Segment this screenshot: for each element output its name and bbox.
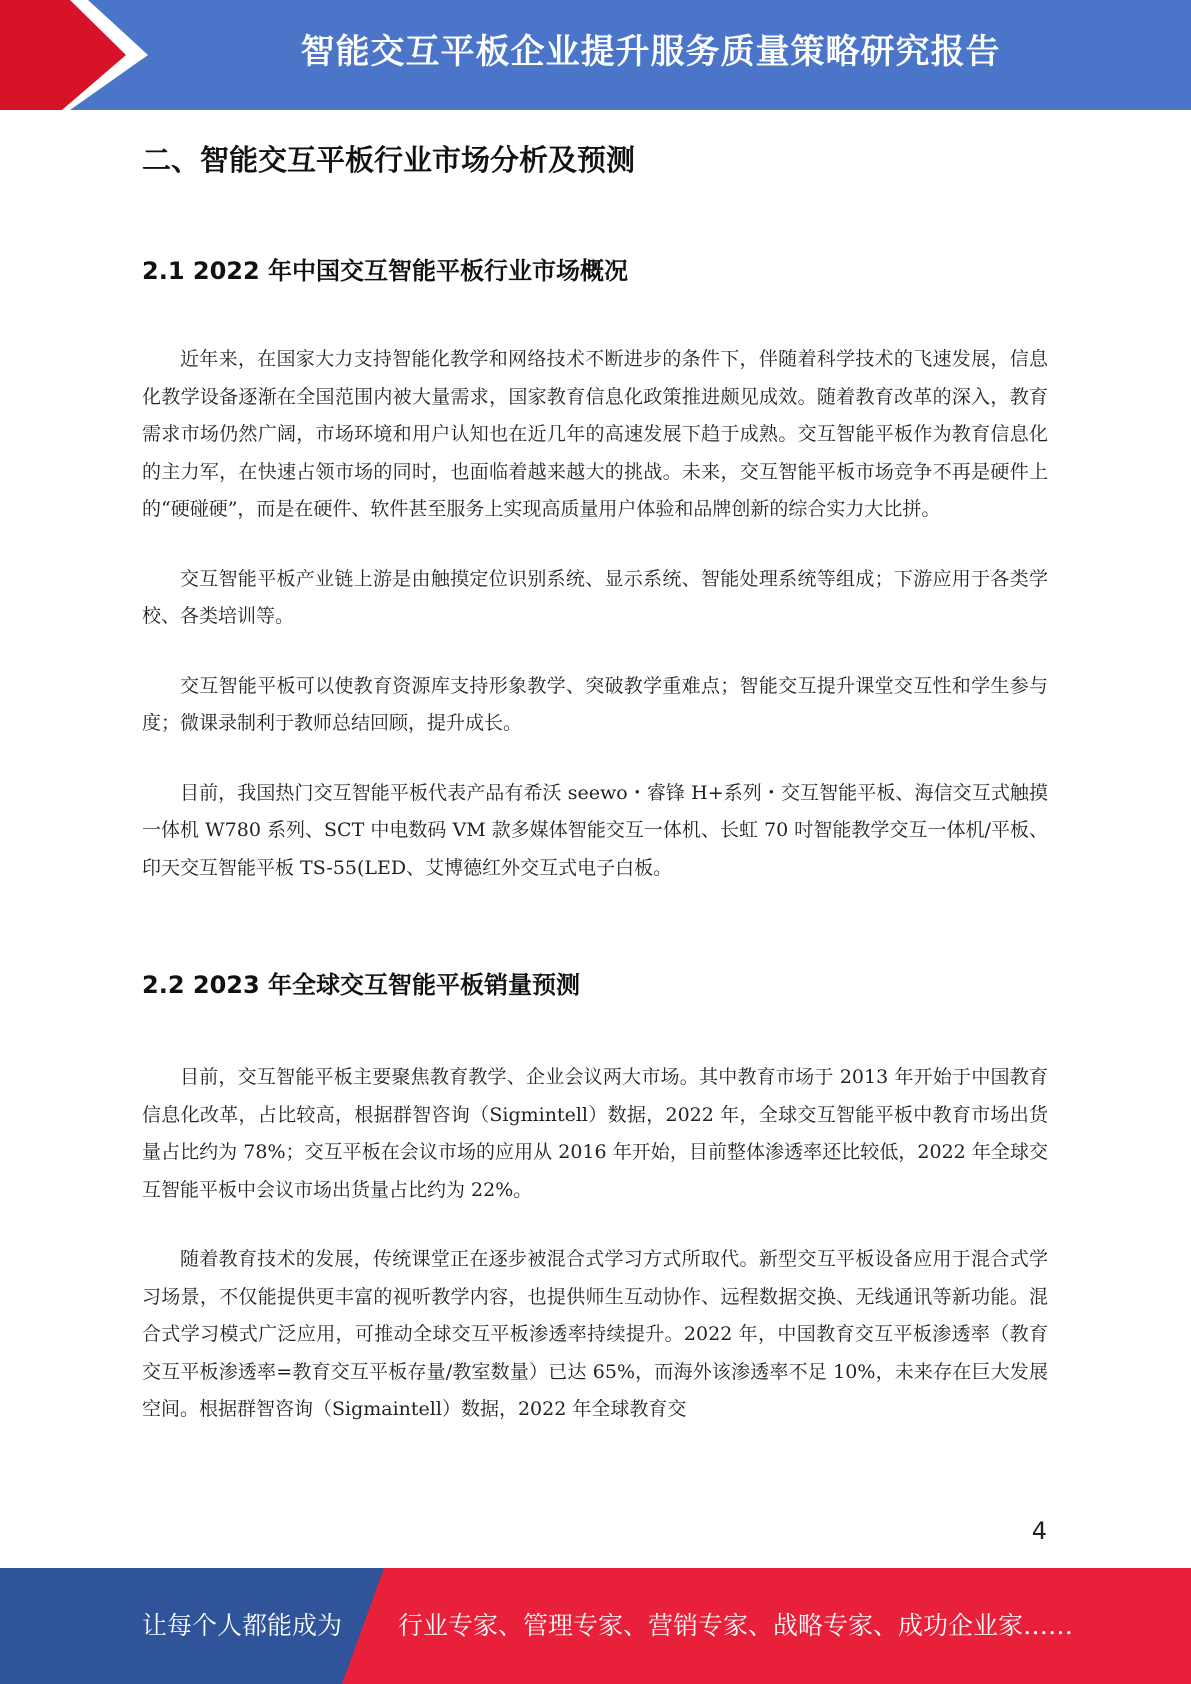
footer-slogan-right: 行业专家、管理专家、营销专家、战略专家、成功企业家…… xyxy=(398,1611,1074,1640)
paragraph: 随着教育技术的发展，传统课堂正在逐步被混合式学习方式所取代。新型交互平板设备应用于混合式学习场景，不仅能提供更丰富的视听教学内容，也提供师生互动协作、远程数据交换、无线通讯等新功能。混合式学习模式广泛应用，可推动全球交互平板渗透率持续提升。2022 年，中国教育交互平板渗透率（教育交互平板渗透率=教育交互平板存量/教室数量）已达 65%，而海外该渗透率不足 10%，未来存在巨大发展空间。根据群智咨询（Sigmaintell）数据，2022 年全球教育交 xyxy=(142,1248,1048,1420)
paragraph: 目前，我国热门交互智能平板代表产品有希沃 seewo・睿锋 H+系列・交互智能平板、海信交互式触摸一体机 W780 系列、SCT 中电数码 VM 款多媒体智能交互一体机、长虹 70 吋智能教学交互一体机/平板、印天交互智能平板 TS-55(LED、艾博德红外交互式电子白板。 xyxy=(142,781,1048,879)
header-arrow-decoration xyxy=(0,0,150,110)
section-title: 2.2 2023 年全球交互智能平板销量预测 xyxy=(142,971,581,999)
footer-slogan-left: 让每个人都能成为 xyxy=(142,1611,343,1640)
paragraph: 交互智能平板产业链上游是由触摸定位识别系统、显示系统、智能处理系统等组成；下游应用于各类学校、各类培训等。 xyxy=(142,567,1048,627)
page-header xyxy=(0,0,1191,110)
paragraph: 目前，交互智能平板主要聚焦教育教学、企业会议两大市场。其中教育市场于 2013 年开始于中国教育信息化改革，占比较高，根据群智咨询（Sigmintell）数据，2022 年，全球交互智能平板中教育市场出货量占比约为 78%；交互平板在会议市场的应用从 2016 年开始，目前整体渗透率还比较低，2022 年全球交互智能平板中会议市场出货量占比约为 22%。 xyxy=(142,1066,1048,1201)
page-content xyxy=(142,135,1048,1429)
section-title: 2.1 2022 年中国交互智能平板行业市场概况 xyxy=(142,257,629,285)
page-number: 4 xyxy=(1031,1517,1047,1545)
paragraph: 交互智能平板可以使教育资源库支持形象教学、突破教学重难点；智能交互提升课堂交互性和学生参与度；微课录制利于教师总结回顾，提升成长。 xyxy=(142,674,1048,734)
report-title: 智能交互平板企业提升服务质量策略研究报告 xyxy=(300,32,1001,72)
chapter-title: 二、智能交互平板行业市场分析及预测 xyxy=(142,143,636,177)
paragraph: 近年来，在国家大力支持智能化教学和网络技术不断进步的条件下，伴随着科学技术的飞速发展，信息化教学设备逐渐在全国范围内被大量需求，国家教育信息化政策推进颇见成效。随着教育改革的深入，教育需求市场仍然广阔，市场环境和用户认知也在近几年的高速发展下趋于成熟。交互智能平板作为教育信息化的主力军，在快速占领市场的同时，也面临着越来越大的挑战。未来，交互智能平板市场竞争不再是硬件上的“硬碰硬”，而是在硬件、软件甚至服务上实现高质量用户体验和品牌创新的综合实力大比拼。 xyxy=(142,348,1048,520)
page-footer xyxy=(0,1568,1191,1684)
